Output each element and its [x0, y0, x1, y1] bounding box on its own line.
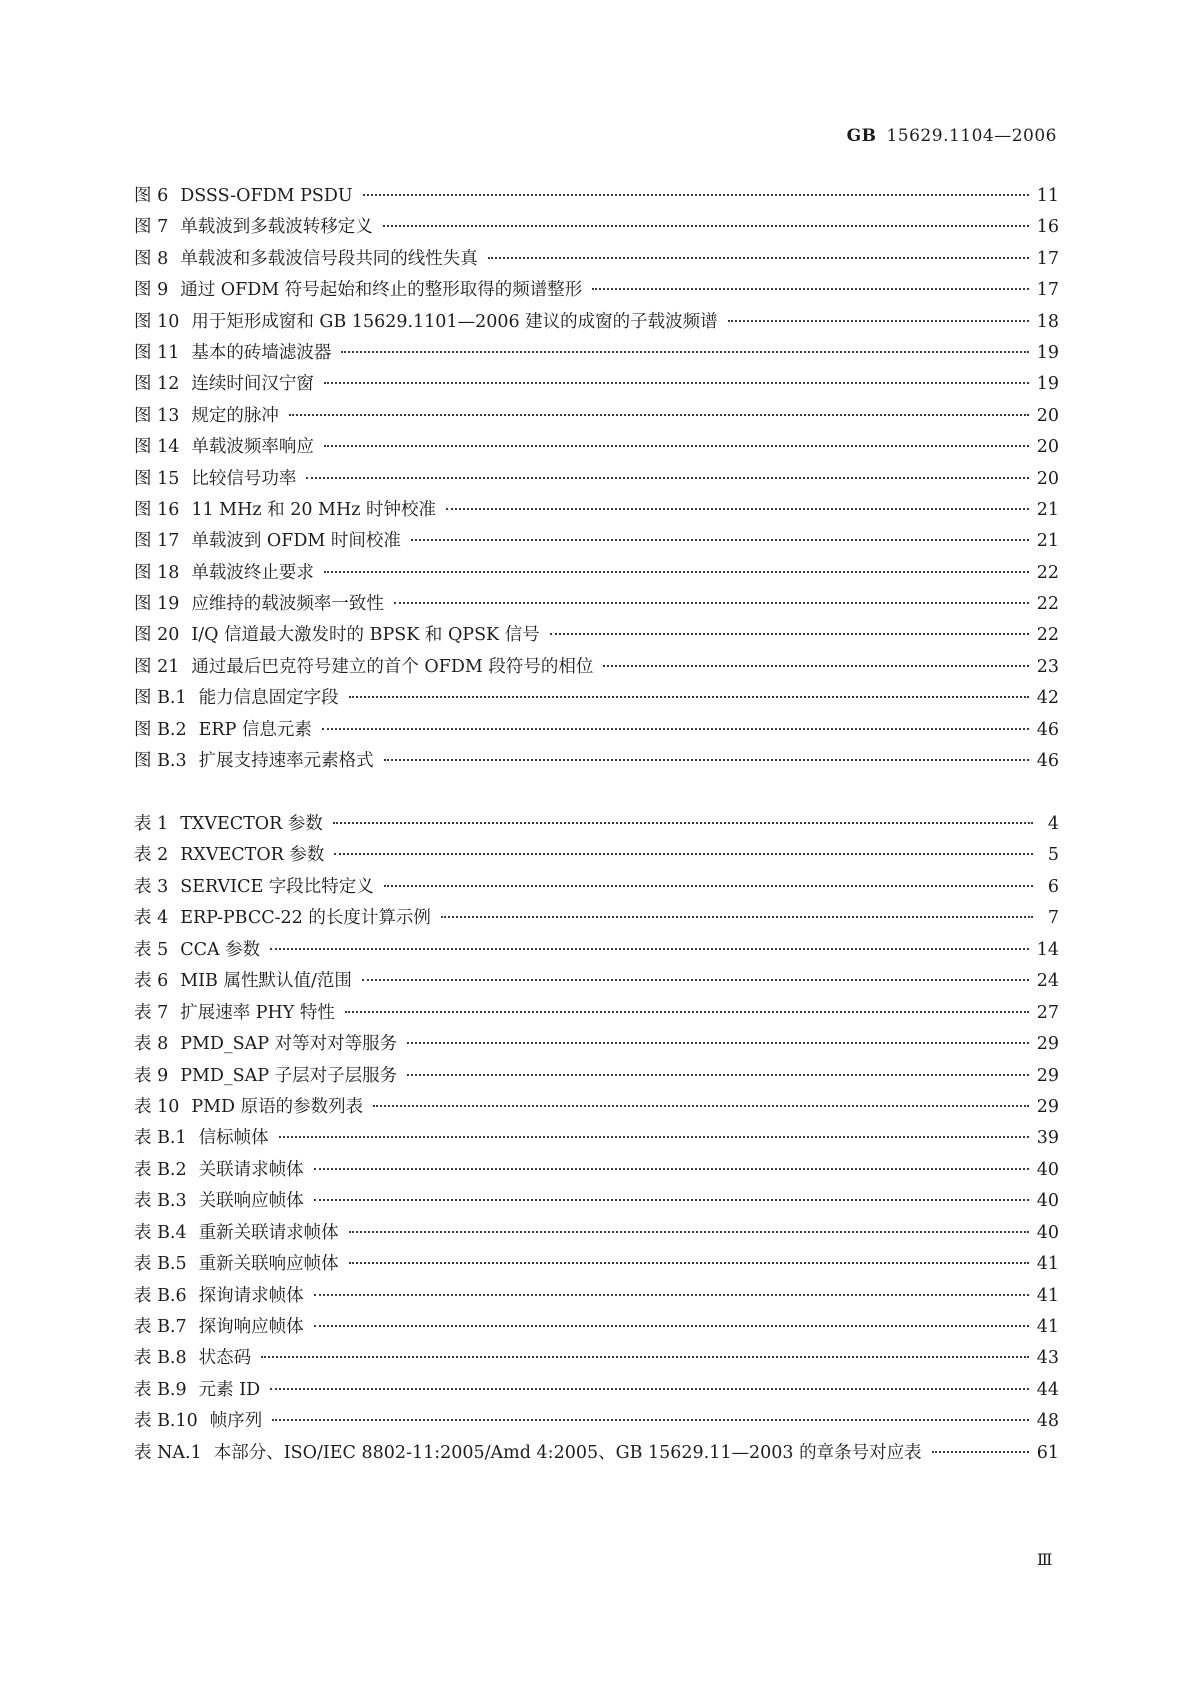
- figure-entry-label: 图 B.3: [134, 751, 187, 772]
- figure-entry-label: 图 14: [134, 437, 180, 458]
- table-entry-label: 表 B.3: [134, 1191, 187, 1212]
- figure-entry-page: 21: [1036, 531, 1059, 552]
- table-entry-label: 表 1: [134, 814, 169, 834]
- figure-entry-title: 通过 OFDM 符号起始和终止的整形取得的频谱整形: [180, 280, 583, 301]
- dot-leader: [270, 948, 1029, 950]
- figure-entry-page: 17: [1036, 280, 1059, 301]
- tables-list: [134, 810, 1059, 1470]
- dot-leader: [261, 1356, 1029, 1358]
- table-entry[interactable]: [134, 1030, 1059, 1061]
- figure-entry-label: 图 16: [134, 499, 180, 520]
- figure-entry-title: 比较信号功率: [191, 468, 297, 489]
- table-entry[interactable]: [134, 904, 1059, 935]
- table-entry-page: 29: [1036, 1065, 1059, 1086]
- table-entry-label: 表 10: [134, 1096, 180, 1117]
- table-entry-title: 关联请求帧体: [198, 1159, 304, 1180]
- figure-entry[interactable]: [134, 370, 1059, 401]
- table-entry[interactable]: [134, 1376, 1059, 1407]
- table-entry-title: 重新关联请求帧体: [198, 1222, 339, 1243]
- table-entry-page: 40: [1036, 1159, 1059, 1180]
- figure-entry-label: 图 17: [134, 531, 180, 552]
- dot-leader: [441, 916, 1033, 918]
- figure-entry-page: 16: [1036, 217, 1059, 238]
- table-entry-title: TXVECTOR 参数: [180, 814, 323, 834]
- figure-entry-title: 连续时间汉宁窗: [191, 374, 314, 395]
- figure-entry-label: 图 9: [134, 280, 169, 301]
- dot-leader: [314, 1199, 1029, 1201]
- figure-entry-label: 图 18: [134, 562, 180, 583]
- figure-entry[interactable]: [134, 245, 1059, 276]
- table-entry-label: 表 2: [134, 845, 169, 866]
- table-entry[interactable]: [134, 1062, 1059, 1093]
- table-entry-page: 41: [1036, 1254, 1059, 1275]
- figure-entry-title: 应维持的载波频率一致性: [191, 594, 384, 615]
- dot-leader: [550, 633, 1029, 635]
- table-entry-page: 6: [1047, 876, 1059, 897]
- table-entry-title: PMD_SAP 对等对对等服务: [180, 1034, 398, 1055]
- dot-leader: [314, 1294, 1029, 1296]
- table-entry-page: 41: [1036, 1285, 1059, 1306]
- dot-leader: [407, 1074, 1029, 1076]
- table-entry[interactable]: [134, 1282, 1059, 1313]
- dot-leader: [334, 853, 1033, 855]
- dot-leader: [394, 602, 1029, 604]
- figure-entry[interactable]: [134, 308, 1059, 339]
- figure-entry-title: 能力信息固定字段: [198, 688, 339, 709]
- table-entry[interactable]: [134, 1187, 1059, 1218]
- figure-entry-title: 通过最后巴克符号建立的首个 OFDM 段符号的相位: [191, 656, 594, 677]
- table-entry-label: 表 7: [134, 1002, 169, 1023]
- figure-entry-title: 扩展支持速率元素格式: [198, 751, 374, 772]
- table-entry[interactable]: [134, 1407, 1059, 1438]
- figure-entry[interactable]: [134, 276, 1059, 307]
- dot-leader: [345, 1011, 1029, 1013]
- table-entry-title: PMD 原语的参数列表: [191, 1096, 364, 1117]
- figure-entry-title: DSSS-OFDM PSDU: [180, 186, 353, 206]
- table-entry-page: 24: [1036, 971, 1059, 992]
- dot-leader: [349, 1231, 1029, 1233]
- figure-entry-title: 单载波频率响应: [191, 437, 314, 458]
- table-entry-page: 29: [1036, 1034, 1059, 1055]
- figure-entry-page: 22: [1036, 562, 1059, 583]
- figure-entry-label: 图 10: [134, 311, 180, 332]
- dot-leader: [446, 508, 1029, 510]
- figure-entry-label: 图 20: [134, 625, 180, 646]
- table-entry-page: 48: [1036, 1411, 1059, 1432]
- figure-entry-page: 20: [1036, 437, 1059, 458]
- figure-entry-label: 图 7: [134, 217, 169, 238]
- figure-entry-label: 图 8: [134, 248, 169, 269]
- dot-leader: [384, 885, 1033, 887]
- table-entry-label: 表 NA.1: [134, 1442, 202, 1463]
- dot-leader: [411, 539, 1029, 541]
- dot-leader: [324, 571, 1029, 573]
- table-entry-title: 帧序列: [209, 1411, 263, 1432]
- figure-entry-title: ERP 信息元素: [198, 719, 312, 740]
- figure-entry-label: 图 6: [134, 186, 169, 206]
- dot-leader: [324, 382, 1029, 384]
- table-entry-label: 表 B.9: [134, 1379, 187, 1400]
- dot-leader: [728, 320, 1029, 322]
- table-entry-title: 本部分、ISO/IEC 8802-11:2005/Amd 4:2005、GB 15629.11—2003 的章条号对应表: [213, 1442, 922, 1463]
- table-entry-page: 7: [1047, 908, 1059, 929]
- dot-leader: [407, 1042, 1029, 1044]
- table-entry-label: 表 5: [134, 939, 169, 960]
- standard-code: 15629.1104—2006: [886, 126, 1057, 146]
- dot-leader: [306, 477, 1028, 479]
- standard-prefix: GB: [846, 126, 877, 146]
- figure-entry-page: 22: [1036, 625, 1059, 646]
- figure-entry[interactable]: [134, 747, 1059, 778]
- figure-entry[interactable]: [134, 684, 1059, 715]
- figure-entry-page: 21: [1036, 499, 1059, 520]
- dot-leader: [314, 1325, 1029, 1327]
- dot-leader: [932, 1451, 1029, 1453]
- table-entry-title: RXVECTOR 参数: [180, 845, 325, 866]
- figure-entry[interactable]: [134, 496, 1059, 527]
- table-entry[interactable]: [134, 1219, 1059, 1250]
- table-entry-label: 表 8: [134, 1034, 169, 1055]
- figure-entry-page: 22: [1036, 594, 1059, 615]
- table-entry-title: 探询响应帧体: [198, 1317, 304, 1337]
- table-entry-page: 29: [1036, 1096, 1059, 1117]
- figure-entry-label: 图 12: [134, 374, 180, 395]
- table-entry-page: 44: [1036, 1379, 1059, 1400]
- figure-entry-title: I/Q 信道最大激发时的 BPSK 和 QPSK 信号: [191, 625, 540, 646]
- figure-entry[interactable]: [134, 465, 1059, 496]
- figure-entry-page: 19: [1036, 342, 1059, 363]
- table-entry-title: CCA 参数: [180, 939, 261, 960]
- dot-leader: [592, 288, 1028, 290]
- dot-leader: [341, 351, 1028, 353]
- figures-list: [134, 182, 1059, 778]
- figure-entry-title: 单载波终止要求: [191, 562, 314, 583]
- table-entry-page: 40: [1036, 1191, 1059, 1212]
- table-entry-title: MIB 属性默认值/范围: [180, 971, 352, 992]
- table-entry-page: 41: [1036, 1317, 1059, 1337]
- dot-leader: [384, 759, 1029, 761]
- dot-leader: [324, 445, 1029, 447]
- table-entry-label: 表 B.1: [134, 1128, 187, 1149]
- dot-leader: [488, 257, 1029, 259]
- figure-entry-label: 图 19: [134, 594, 180, 615]
- page-number: Ⅲ: [1037, 1550, 1052, 1569]
- document-header: [847, 126, 1057, 146]
- table-entry-title: 扩展速率 PHY 特性: [180, 1002, 335, 1023]
- dot-leader: [349, 696, 1029, 698]
- figure-entry-title: 单载波到多载波转移定义: [180, 217, 373, 238]
- figure-entry[interactable]: [134, 559, 1059, 590]
- dot-leader: [333, 822, 1033, 824]
- table-entry-page: 39: [1036, 1128, 1059, 1149]
- figure-entry[interactable]: [134, 402, 1059, 433]
- table-entry[interactable]: [134, 1439, 1059, 1470]
- table-entry[interactable]: [134, 1313, 1059, 1344]
- table-entry-label: 表 B.5: [134, 1254, 187, 1275]
- table-entry-title: 探询请求帧体: [198, 1285, 304, 1306]
- figure-entry-page: 46: [1036, 751, 1059, 772]
- table-entry-page: 43: [1036, 1348, 1059, 1369]
- dot-leader: [603, 665, 1028, 667]
- figure-entry[interactable]: [134, 716, 1059, 747]
- figure-entry-page: 19: [1036, 374, 1059, 395]
- dot-leader: [373, 1105, 1029, 1107]
- figure-entry-page: 46: [1036, 719, 1059, 740]
- figure-entry[interactable]: [134, 339, 1059, 370]
- dot-leader: [314, 1168, 1029, 1170]
- dot-leader: [279, 1136, 1029, 1138]
- table-entry-page: 61: [1036, 1442, 1059, 1463]
- table-entry-title: 重新关联响应帧体: [198, 1254, 339, 1275]
- table-entry[interactable]: [134, 1093, 1059, 1124]
- table-entry-title: 关联响应帧体: [198, 1191, 304, 1212]
- table-entry-label: 表 B.8: [134, 1348, 187, 1369]
- figure-entry[interactable]: [134, 213, 1059, 244]
- figure-entry-title: 用于矩形成窗和 GB 15629.1101—2006 建议的成窗的子载波频谱: [191, 311, 718, 332]
- table-entry-title: ERP-PBCC-22 的长度计算示例: [180, 908, 431, 929]
- dot-leader: [289, 414, 1029, 416]
- table-entry-label: 表 B.6: [134, 1285, 187, 1306]
- table-entry-label: 表 9: [134, 1065, 169, 1086]
- figure-entry-page: 42: [1036, 688, 1059, 709]
- table-entry-label: 表 4: [134, 908, 169, 929]
- figure-entry-title: 单载波到 OFDM 时间校准: [191, 531, 401, 552]
- table-entry-page: 4: [1047, 814, 1059, 834]
- dot-leader: [322, 728, 1029, 730]
- dot-leader: [272, 1419, 1028, 1421]
- figure-entry-label: 图 11: [134, 342, 180, 363]
- table-entry[interactable]: [134, 936, 1059, 967]
- table-entry[interactable]: [134, 873, 1059, 904]
- table-entry[interactable]: [134, 999, 1059, 1030]
- dot-leader: [349, 1262, 1029, 1264]
- table-entry-label: 表 6: [134, 971, 169, 992]
- figure-entry-label: 图 21: [134, 656, 180, 677]
- figure-entry-page: 18: [1036, 311, 1059, 332]
- table-entry-title: 信标帧体: [198, 1128, 269, 1149]
- table-entry[interactable]: [134, 1250, 1059, 1281]
- table-entry[interactable]: [134, 810, 1059, 841]
- figure-entry-label: 图 B.2: [134, 719, 187, 740]
- table-entry-label: 表 B.10: [134, 1411, 198, 1432]
- table-entry-title: PMD_SAP 子层对子层服务: [180, 1065, 398, 1086]
- dot-leader: [362, 979, 1029, 981]
- figure-entry-label: 图 B.1: [134, 688, 187, 709]
- figure-entry-label: 图 13: [134, 405, 180, 426]
- table-entry[interactable]: [134, 1156, 1059, 1187]
- table-entry-page: 14: [1036, 939, 1059, 960]
- figure-entry-page: 11: [1036, 186, 1059, 206]
- figure-entry[interactable]: [134, 621, 1059, 652]
- figure-entry[interactable]: [134, 527, 1059, 558]
- figure-entry-page: 23: [1036, 656, 1059, 677]
- figure-entry[interactable]: [134, 182, 1059, 213]
- table-entry-title: 元素 ID: [198, 1379, 261, 1400]
- figure-entry-title: 11 MHz 和 20 MHz 时钟校准: [191, 499, 436, 520]
- table-entry-label: 表 B.7: [134, 1317, 187, 1337]
- table-entry-title: 状态码: [198, 1348, 252, 1369]
- figure-entry-label: 图 15: [134, 468, 180, 489]
- figure-entry[interactable]: [134, 590, 1059, 621]
- table-entry[interactable]: [134, 1124, 1059, 1155]
- table-entry-page: 27: [1036, 1002, 1059, 1023]
- dot-leader: [270, 1388, 1029, 1390]
- figure-entry-title: 单载波和多载波信号段共同的线性失真: [180, 248, 478, 269]
- figure-entry-page: 17: [1036, 248, 1059, 269]
- dot-leader: [383, 225, 1029, 227]
- table-entry-page: 40: [1036, 1222, 1059, 1243]
- figure-entry-page: 20: [1036, 405, 1059, 426]
- table-entry[interactable]: [134, 841, 1059, 872]
- table-entry-title: SERVICE 字段比特定义: [180, 876, 374, 897]
- dot-leader: [363, 194, 1029, 196]
- figure-entry-title: 规定的脉冲: [191, 405, 279, 426]
- figure-entry-page: 20: [1036, 468, 1059, 489]
- table-entry-label: 表 B.4: [134, 1222, 187, 1243]
- figure-entry-title: 基本的砖墙滤波器: [191, 342, 332, 363]
- table-entry-label: 表 B.2: [134, 1159, 187, 1180]
- table-entry-label: 表 3: [134, 876, 169, 897]
- figure-entry[interactable]: [134, 653, 1059, 684]
- table-entry[interactable]: [134, 967, 1059, 998]
- table-entry-page: 5: [1047, 845, 1059, 866]
- table-entry[interactable]: [134, 1344, 1059, 1375]
- figure-entry[interactable]: [134, 433, 1059, 464]
